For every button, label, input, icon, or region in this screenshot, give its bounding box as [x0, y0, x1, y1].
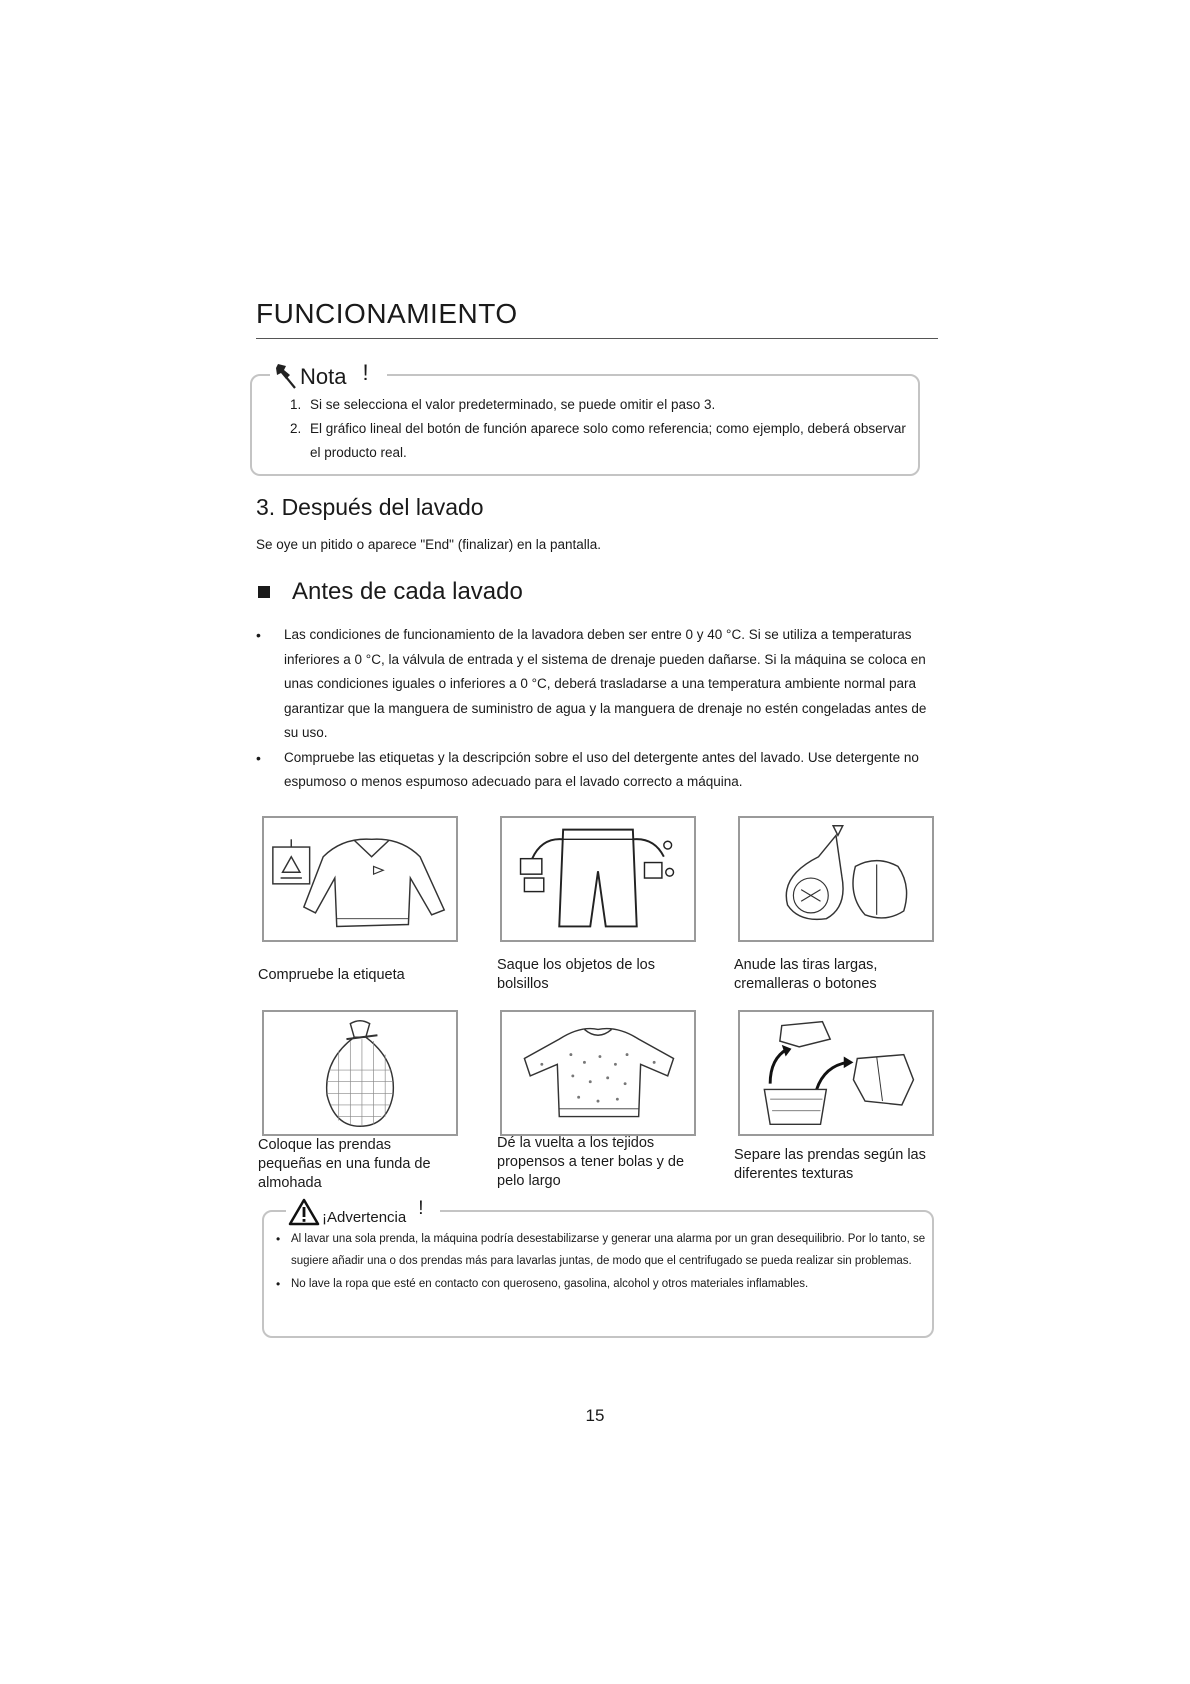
warning-exclamation: ! [418, 1198, 424, 1219]
figure-sort-textures [738, 1010, 934, 1136]
warning-triangle-icon [288, 1198, 320, 1226]
bullet-dot: • [256, 749, 261, 766]
sort-clothes-icon [740, 1012, 932, 1134]
figure-inside-out [500, 1010, 696, 1136]
inside-out-sweater-icon [502, 1012, 694, 1134]
warning-label: ¡Advertencia [322, 1209, 407, 1226]
warning-item: • Al lavar una sola prenda, la máquina podría desestabilizarse y generar una alarma por un gran desequilibrio. Por lo tanto, se sugiere añadir una o dos prendas más para lavarlas juntas, de modo que el centrifugado se pueda realizar sin problemas. [276, 1229, 932, 1272]
pushpin-icon [274, 362, 298, 390]
note-item: 1. Si se selecciona el valor predeterminado, se puede omitir el paso 3. [290, 397, 716, 412]
title-divider [256, 338, 938, 339]
bullet-item: • Las condiciones de funcionamiento de la lavadora deben ser entre 0 y 40 °C. Si se utiliza a temperaturas inferiores a 0 °C, la válvula de entrada y el sistema de drenaje pueden dañarse. Si la máquina se coloca en unas condiciones iguales o inferiores a 0 °C, deberá trasladarse a una temperatura ambiente normal para garantizar que la manguera de suministro de agua y la manguera de drenaje no estén congeladas antes de su uso. [256, 623, 936, 746]
caption: Compruebe la etiqueta [258, 967, 405, 983]
apron-tie-icon [740, 818, 932, 940]
caption: Separe las prendas según las diferentes texturas [734, 1147, 926, 1182]
page-number: 15 [585, 1406, 605, 1425]
caption: Coloque las prendas pequeñas en una funda de almohada [258, 1137, 431, 1191]
laundry-bag-icon [264, 1012, 456, 1134]
page-title: FUNCIONAMIENTO [256, 298, 518, 329]
figure-tie-straps [738, 816, 934, 942]
caption: Dé la vuelta a los tejidos propensos a tener bolas y de pelo largo [497, 1135, 685, 1189]
bullet-list [256, 623, 936, 795]
figure-empty-pockets [500, 816, 696, 942]
caption: Saque los objetos de los bolsillos [497, 957, 655, 992]
figure-check-label [262, 816, 458, 942]
square-bullet-icon [258, 586, 270, 598]
note-item: 2. El gráfico lineal del botón de función aparece solo como referencia; como ejemplo, deberá observar el producto real. [290, 421, 906, 460]
bullet-dot: • [256, 627, 261, 643]
warning-header [286, 1196, 440, 1226]
bullet-dot: • [276, 1277, 281, 1291]
note-label: Nota [300, 364, 347, 389]
note-list [290, 393, 910, 465]
caption: Anude las tiras largas, cremalleras o botones [734, 957, 878, 992]
subsection-title: Antes de cada lavado [256, 578, 523, 606]
note-exclamation: ! [362, 360, 369, 385]
pants-pockets-icon [502, 818, 694, 940]
note-header [270, 362, 387, 390]
section-text: Se oye un pitido o aparece "End" (finalizar) en la pantalla. [256, 537, 602, 552]
warning-item: • No lave la ropa que esté en contacto con queroseno, gasolina, alcohol y otros materiales inflamables. [276, 1274, 932, 1296]
section-title: 3. Después del lavado [256, 494, 484, 520]
bullet-dot: • [276, 1232, 281, 1246]
figure-pillowcase [262, 1010, 458, 1136]
warning-list [276, 1229, 932, 1298]
sweater-label-icon [264, 818, 456, 940]
bullet-item: • Compruebe las etiquetas y la descripción sobre el uso del detergente antes del lavado. Use detergente no espumoso o menos espumoso adecuado para el lavado correcto a máquina. [256, 746, 936, 795]
